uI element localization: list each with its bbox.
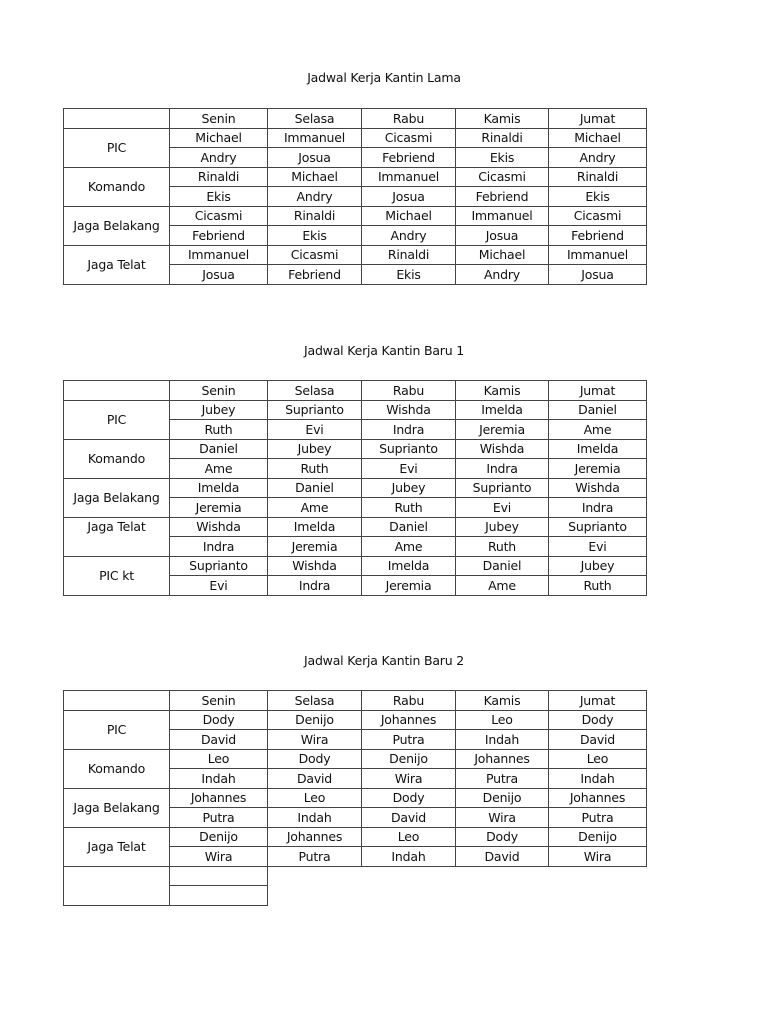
table-row bbox=[64, 749, 647, 769]
name-cell: Cicasmi bbox=[549, 206, 647, 226]
table-row bbox=[64, 128, 647, 148]
name-cell: Suprianto bbox=[170, 556, 268, 576]
schedule-table-baru-1 bbox=[63, 380, 647, 596]
name-cell: Febriend bbox=[362, 148, 456, 168]
name-cell: Indah bbox=[456, 730, 549, 750]
name-cell: Indra bbox=[549, 498, 647, 518]
header-row bbox=[64, 109, 647, 129]
empty-row bbox=[64, 866, 647, 886]
name-cell: Dody bbox=[268, 749, 362, 769]
name-cell: Johannes bbox=[362, 710, 456, 730]
name-cell: Indra bbox=[456, 459, 549, 479]
role-label: Jaga Telat bbox=[64, 245, 170, 284]
name-cell: Rinaldi bbox=[268, 206, 362, 226]
name-cell: Indah bbox=[549, 769, 647, 789]
name-cell: Ruth bbox=[456, 537, 549, 557]
name-cell: Jubey bbox=[549, 556, 647, 576]
name-cell: Rinaldi bbox=[456, 128, 549, 148]
name-cell: Daniel bbox=[456, 556, 549, 576]
name-cell: Febriend bbox=[268, 265, 362, 285]
table-row bbox=[64, 827, 647, 847]
name-cell: Suprianto bbox=[362, 439, 456, 459]
name-cell: Suprianto bbox=[268, 400, 362, 420]
name-cell: Ruth bbox=[268, 459, 362, 479]
name-cell: David bbox=[456, 847, 549, 867]
name-cell: Cicasmi bbox=[170, 206, 268, 226]
name-cell: Andry bbox=[549, 148, 647, 168]
name-cell: Putra bbox=[362, 730, 456, 750]
name-cell: Wishda bbox=[549, 478, 647, 498]
schedule-table-lama bbox=[63, 108, 647, 285]
blank-space bbox=[268, 866, 362, 886]
name-cell: Jubey bbox=[362, 478, 456, 498]
name-cell: Daniel bbox=[549, 400, 647, 420]
name-cell: Denijo bbox=[549, 827, 647, 847]
name-cell: Ame bbox=[170, 459, 268, 479]
name-cell: Jeremia bbox=[170, 498, 268, 518]
role-label: Jaga Telat bbox=[64, 827, 170, 866]
day-header: Senin bbox=[170, 109, 268, 129]
header-row bbox=[64, 691, 647, 711]
name-cell: David bbox=[549, 730, 647, 750]
name-cell: Ekis bbox=[549, 187, 647, 207]
name-cell: Ruth bbox=[170, 420, 268, 440]
day-header: Senin bbox=[170, 691, 268, 711]
day-header: Jumat bbox=[549, 691, 647, 711]
name-cell: Indah bbox=[362, 847, 456, 867]
name-cell: Leo bbox=[268, 788, 362, 808]
name-cell: Wira bbox=[268, 730, 362, 750]
name-cell: Jeremia bbox=[549, 459, 647, 479]
role-label: Jaga Belakang bbox=[64, 478, 170, 517]
name-cell: Evi bbox=[362, 459, 456, 479]
table-row bbox=[64, 556, 647, 576]
name-cell: Andry bbox=[362, 226, 456, 246]
day-header: Rabu bbox=[362, 109, 456, 129]
name-cell: Wira bbox=[362, 769, 456, 789]
table-row bbox=[64, 206, 647, 226]
day-header: Jumat bbox=[549, 381, 647, 401]
corner-cell bbox=[64, 691, 170, 711]
day-header: Kamis bbox=[456, 109, 549, 129]
name-cell: Cicasmi bbox=[456, 167, 549, 187]
name-cell: Ruth bbox=[549, 576, 647, 596]
name-cell: Dody bbox=[362, 788, 456, 808]
name-cell: Wira bbox=[456, 808, 549, 828]
name-cell: Ruth bbox=[362, 498, 456, 518]
name-cell: Febriend bbox=[549, 226, 647, 246]
header-row bbox=[64, 381, 647, 401]
role-label: Jaga Telat bbox=[64, 517, 170, 556]
name-cell: Jeremia bbox=[362, 576, 456, 596]
name-cell: David bbox=[268, 769, 362, 789]
name-cell: Rinaldi bbox=[170, 167, 268, 187]
name-cell: Suprianto bbox=[549, 517, 647, 537]
name-cell: Evi bbox=[170, 576, 268, 596]
name-cell: Josua bbox=[362, 187, 456, 207]
name-cell: Indra bbox=[170, 537, 268, 557]
blank-space bbox=[362, 866, 456, 886]
name-cell: Josua bbox=[170, 265, 268, 285]
corner-cell bbox=[64, 381, 170, 401]
name-cell: Imelda bbox=[268, 517, 362, 537]
name-cell: Leo bbox=[362, 827, 456, 847]
name-cell: Ekis bbox=[170, 187, 268, 207]
name-cell: Evi bbox=[268, 420, 362, 440]
name-cell: Suprianto bbox=[456, 478, 549, 498]
name-cell: Cicasmi bbox=[362, 128, 456, 148]
schedule-title-baru-1: Jadwal Kerja Kantin Baru 1 bbox=[304, 343, 464, 358]
name-cell: Immanuel bbox=[362, 167, 456, 187]
name-cell: Andry bbox=[456, 265, 549, 285]
name-cell: Wishda bbox=[268, 556, 362, 576]
day-header: Kamis bbox=[456, 381, 549, 401]
name-cell: Michael bbox=[170, 128, 268, 148]
name-cell: Immanuel bbox=[549, 245, 647, 265]
name-cell: Putra bbox=[170, 808, 268, 828]
table-row bbox=[64, 167, 647, 187]
day-header: Selasa bbox=[268, 109, 362, 129]
role-label: Komando bbox=[64, 439, 170, 478]
name-cell: Ame bbox=[549, 420, 647, 440]
name-cell: Evi bbox=[549, 537, 647, 557]
name-cell: Ekis bbox=[268, 226, 362, 246]
name-cell: Jeremia bbox=[268, 537, 362, 557]
name-cell: Denijo bbox=[362, 749, 456, 769]
blank-space bbox=[456, 886, 549, 906]
name-cell: Wira bbox=[170, 847, 268, 867]
name-cell: Putra bbox=[549, 808, 647, 828]
role-label: Jaga Belakang bbox=[64, 206, 170, 245]
name-cell: Ame bbox=[268, 498, 362, 518]
name-cell: Ame bbox=[456, 576, 549, 596]
role-label: Komando bbox=[64, 749, 170, 788]
table-row bbox=[64, 517, 647, 537]
name-cell: David bbox=[170, 730, 268, 750]
table-row bbox=[64, 245, 647, 265]
name-cell: Denijo bbox=[268, 710, 362, 730]
day-header: Rabu bbox=[362, 691, 456, 711]
name-cell: Jubey bbox=[170, 400, 268, 420]
table-row bbox=[64, 478, 647, 498]
name-cell: Denijo bbox=[170, 827, 268, 847]
name-cell: Putra bbox=[456, 769, 549, 789]
name-cell: Denijo bbox=[456, 788, 549, 808]
schedule-title-lama: Jadwal Kerja Kantin Lama bbox=[307, 70, 461, 85]
table-row bbox=[64, 710, 647, 730]
day-header: Selasa bbox=[268, 381, 362, 401]
name-cell: Indah bbox=[268, 808, 362, 828]
blank-space bbox=[549, 866, 647, 886]
schedule-title-baru-2: Jadwal Kerja Kantin Baru 2 bbox=[304, 653, 464, 668]
name-cell: Dody bbox=[170, 710, 268, 730]
name-cell: Rinaldi bbox=[362, 245, 456, 265]
name-cell: Immanuel bbox=[456, 206, 549, 226]
table-row bbox=[64, 400, 647, 420]
name-cell: Immanuel bbox=[268, 128, 362, 148]
name-cell: Indra bbox=[268, 576, 362, 596]
name-cell: Michael bbox=[268, 167, 362, 187]
name-cell: Imelda bbox=[549, 439, 647, 459]
name-cell: Josua bbox=[456, 226, 549, 246]
name-cell: Wira bbox=[549, 847, 647, 867]
role-label: Jaga Belakang bbox=[64, 788, 170, 827]
name-cell: Ekis bbox=[362, 265, 456, 285]
name-cell: Febriend bbox=[170, 226, 268, 246]
name-cell: Evi bbox=[456, 498, 549, 518]
name-cell: Rinaldi bbox=[549, 167, 647, 187]
table-row bbox=[64, 788, 647, 808]
empty-cell bbox=[170, 866, 268, 886]
name-cell: Febriend bbox=[456, 187, 549, 207]
name-cell: Wishda bbox=[456, 439, 549, 459]
corner-cell bbox=[64, 109, 170, 129]
name-cell: Michael bbox=[549, 128, 647, 148]
name-cell: Michael bbox=[456, 245, 549, 265]
name-cell: David bbox=[362, 808, 456, 828]
name-cell: Wishda bbox=[362, 400, 456, 420]
table-row bbox=[64, 439, 647, 459]
name-cell: Wishda bbox=[170, 517, 268, 537]
name-cell: Indah bbox=[170, 769, 268, 789]
name-cell: Daniel bbox=[170, 439, 268, 459]
name-cell: Jubey bbox=[268, 439, 362, 459]
day-header: Selasa bbox=[268, 691, 362, 711]
name-cell: Ame bbox=[362, 537, 456, 557]
name-cell: Andry bbox=[170, 148, 268, 168]
role-label: PIC bbox=[64, 400, 170, 439]
name-cell: Johannes bbox=[170, 788, 268, 808]
name-cell: Indra bbox=[362, 420, 456, 440]
name-cell: Michael bbox=[362, 206, 456, 226]
name-cell: Leo bbox=[170, 749, 268, 769]
name-cell: Cicasmi bbox=[268, 245, 362, 265]
name-cell: Andry bbox=[268, 187, 362, 207]
schedule-table-baru-2 bbox=[63, 690, 647, 906]
blank-space bbox=[268, 886, 362, 906]
name-cell: Daniel bbox=[268, 478, 362, 498]
name-cell: Imelda bbox=[362, 556, 456, 576]
name-cell: Josua bbox=[549, 265, 647, 285]
name-cell: Jubey bbox=[456, 517, 549, 537]
blank-space bbox=[549, 886, 647, 906]
name-cell: Dody bbox=[456, 827, 549, 847]
name-cell: Imelda bbox=[456, 400, 549, 420]
name-cell: Immanuel bbox=[170, 245, 268, 265]
role-label: PIC kt bbox=[64, 556, 170, 595]
name-cell: Leo bbox=[456, 710, 549, 730]
empty-cell bbox=[64, 866, 170, 905]
name-cell: Johannes bbox=[268, 827, 362, 847]
name-cell: Johannes bbox=[549, 788, 647, 808]
name-cell: Dody bbox=[549, 710, 647, 730]
name-cell: Leo bbox=[549, 749, 647, 769]
name-cell: Imelda bbox=[170, 478, 268, 498]
blank-space bbox=[362, 886, 456, 906]
role-label: PIC bbox=[64, 128, 170, 167]
name-cell: Putra bbox=[268, 847, 362, 867]
role-label: PIC bbox=[64, 710, 170, 749]
day-header: Rabu bbox=[362, 381, 456, 401]
name-cell: Jeremia bbox=[456, 420, 549, 440]
name-cell: Ekis bbox=[456, 148, 549, 168]
day-header: Kamis bbox=[456, 691, 549, 711]
day-header: Senin bbox=[170, 381, 268, 401]
role-label: Komando bbox=[64, 167, 170, 206]
name-cell: Josua bbox=[268, 148, 362, 168]
name-cell: Daniel bbox=[362, 517, 456, 537]
empty-cell bbox=[170, 886, 268, 906]
day-header: Jumat bbox=[549, 109, 647, 129]
name-cell: Johannes bbox=[456, 749, 549, 769]
blank-space bbox=[456, 866, 549, 886]
